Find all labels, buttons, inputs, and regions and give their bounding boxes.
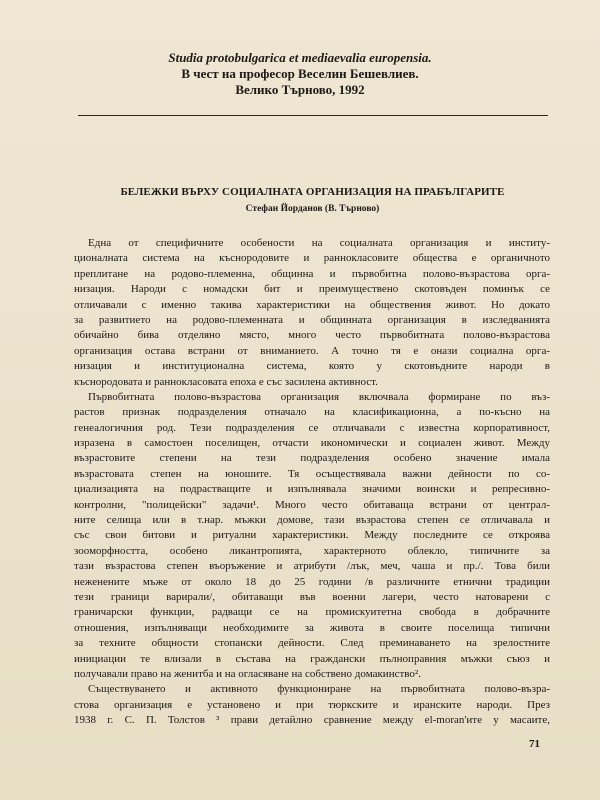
paragraph-line: обичайно бива отделяно място, много често първобитната полово-възрастова: [74, 329, 550, 342]
header-divider: [78, 115, 548, 116]
paragraph-line: граничарски функции, радващи се на промискуитетна свобода в добрачните: [74, 606, 550, 619]
paragraph-line: възрастовите степени на тези подразделения особено значение имала: [74, 452, 550, 465]
paragraph-line: зооморфността, особено ликантропията, характерното облекло, типичните за: [74, 544, 550, 557]
dedication-line: В чест на професор Веселин Бешевлиев.: [181, 66, 419, 81]
paragraph-line: тази възрастова степен въоръжение и атрибути /лък, меч, чаша и пр./. Това били: [74, 560, 550, 573]
paragraph-line: къснородовата и раннокласовата епоха е със засилена активност.: [74, 375, 378, 388]
paragraph-line: отличавали с именно такива характеристики на обществения живот. Но докато: [74, 298, 550, 311]
paragraph-line: ните селища или в т.нар. мъжки домове, тази възрастова степен се отличавала и: [74, 514, 550, 527]
paragraph-line: инициации те влизали в състава на граждански пълноправния мъжки съюз и: [74, 652, 550, 665]
article-body: [74, 236, 550, 729]
paragraph-line: стова организация е установено и при тюркските и иранските народи. През: [74, 698, 550, 711]
paragraph-line: контролни, "полицейски" задачи¹. Много често обитаваща встрани от централ-: [74, 498, 550, 511]
paragraph-line: Първобитната полово-възрастова организация включвала формиране по въз-: [88, 390, 550, 403]
article-author: Стефан Йорданов (В. Търново): [245, 204, 380, 214]
paragraph-line: ционалната система на къснородовите и раннокласовите общества е органичното: [74, 252, 550, 265]
paragraph-line: организация остава встрани от вниманието. А точно тя е онази социална орга-: [74, 344, 550, 357]
paragraph-line: за техните общности стопански дейности. След преминаването на зрелостните: [74, 637, 550, 650]
paragraph-line: Съществуването и активното функциониране на първобитната полово-възра-: [88, 683, 550, 696]
paragraph-line: за развитието на родово-племенната и общинната организация в изследванията: [74, 313, 550, 326]
paragraph-line: циализацията на подрастващите и изпълнявала значими воински и репресивно-: [74, 483, 550, 496]
paragraph-line: Една от специфичните особености на социалната организация и институ-: [88, 237, 550, 249]
article-title: БЕЛЕЖКИ ВЪРХУ СОЦИАЛНАТА ОРГАНИЗАЦИЯ НА ПРАБЪЛГАРИТЕ: [120, 186, 505, 198]
paragraph-line: изразена в самостоен поселищен, отчасти икономически и социален живот. Между: [74, 437, 550, 450]
paragraph-line: възрастовата степен на юношите. Тя осъществявала важни дейности по со-: [74, 467, 550, 480]
paragraph-line: отношения, изпълняващи необходимите за живота в своите поселища типични: [74, 621, 550, 634]
publication-header: [60, 50, 540, 98]
page-number: 71: [529, 738, 540, 750]
paragraph-line: растов признак подразделения отначало на класификационна, а по-късно на: [74, 406, 550, 419]
paragraph-line: тези граници варирали/, обитаващи във военни лагери, често натоварени с: [74, 590, 550, 603]
paragraph-line: получавали право на женитба и на огласяване на собствено домакинство².: [74, 667, 421, 680]
series-title: Studia protobulgarica et mediaevalia europensia.: [168, 50, 432, 65]
paragraph-line: низация. Народи с номадски бит и преимуществено скотовъден поминък се: [74, 283, 550, 296]
paragraph-line: низация и институционална система, която у скотовъдните народи в: [74, 360, 550, 373]
place-year-line: Велико Търново, 1992: [235, 82, 365, 97]
paragraph-line: генеалогичния род. Тези подразделения се отличавали с известна корпоративност,: [74, 421, 550, 434]
paragraph-line: преплитане на родово-племенна, общинна и първобитна полово-възрастова орга-: [74, 267, 550, 280]
paragraph-line: неженените мъже от около 18 до 25 години /в различните етнични традиции: [74, 575, 550, 588]
paragraph-line: 1938 г. С. П. Толстов ³ прави детайлно сравнение между el-moran'ите у масаите,: [74, 714, 550, 727]
paragraph-line: със свои битови и ритуални характеристики. Между последните се откроява: [74, 529, 550, 542]
